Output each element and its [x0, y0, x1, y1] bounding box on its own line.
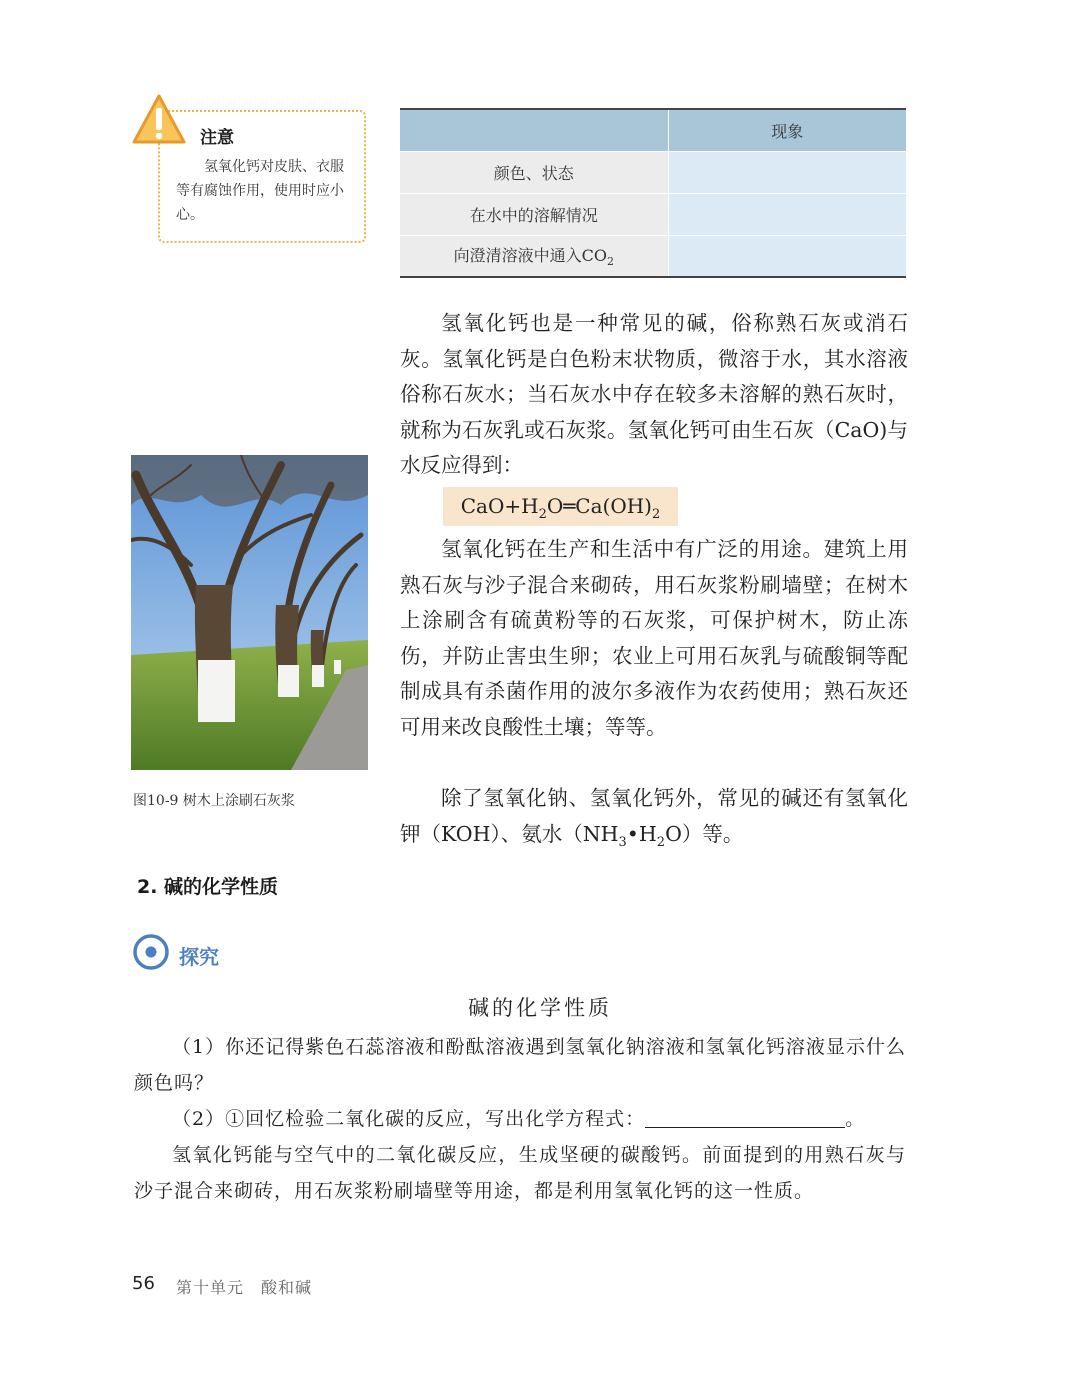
paragraph-calcium-hydroxide-intro: 氢氧化钙也是一种常见的碱，俗称熟石灰或消石灰。氢氧化钙是白色粉末状物质，微溶于水，其水溶液俗称石灰水；当石灰水中存在较多未溶解的熟石灰时，就称为石灰乳或石灰浆。氢氧化钙可由生石灰（CaO)与水反应得到：	[400, 311, 908, 477]
table-header-row	[400, 109, 906, 151]
section-heading: 2. 碱的化学性质	[137, 876, 279, 898]
chemical-equation: $CaO+H_2O═Ca(OH)_2$	[443, 487, 678, 526]
answer-blank[interactable]	[645, 1107, 845, 1128]
paragraph-other-bases: 除了氢氧化钠、氢氧化钙外，常见的碱还有氢氧化钾（KOH）、氨水$(NH_3•H_2O)$等。	[400, 786, 908, 850]
caution-title: 注意	[200, 128, 234, 148]
explore-question-1: （1）你还记得紫色石蕊溶液和酚酞溶液遇到氢氧化钠溶液和氢氧化钙溶液显示什么颜色吗？	[134, 1036, 906, 1094]
table-row	[400, 193, 906, 235]
explore-title: 碱的化学性质	[468, 996, 612, 1020]
table-row-value	[668, 151, 906, 193]
page-number: 56	[132, 1273, 155, 1294]
table-row-label: 向澄清溶液中通入$CO_2$	[400, 235, 668, 277]
table-row-value	[668, 193, 906, 235]
explore-target-icon	[132, 933, 170, 971]
table-header-cell: 现象	[668, 109, 906, 151]
table-row-value	[668, 235, 906, 277]
explore-question-2: （2）①回忆检验二氧化碳的反应，写出化学方程式： 。	[172, 1108, 866, 1130]
observation-table	[400, 108, 906, 278]
warning-icon	[130, 92, 188, 148]
explore-note: 氢氧化钙能与空气中的二氧化碳反应，生成坚硬的碳酸钙。前面提到的用熟石灰与沙子混合来砌砖，用石灰浆粉刷墙壁等用途，都是利用氢氧化钙的这一性质。	[134, 1144, 906, 1202]
tree-photo	[131, 455, 368, 770]
footer-unit: 第十单元	[176, 1278, 245, 1297]
table-row	[400, 235, 906, 277]
caution-text: 氢氧化钙对皮肤、衣服等有腐蚀作用，使用时应小心。	[176, 159, 344, 223]
footer-topic: 酸和碱	[261, 1278, 313, 1297]
table-header-cell	[400, 109, 668, 151]
figure-caption: 图10-9 树木上涂刷石灰浆	[133, 793, 295, 809]
table-row	[400, 151, 906, 193]
table-row-label: 在水中的溶解情况	[400, 193, 668, 235]
paragraph-uses: 氢氧化钙在生产和生活中有广泛的用途。建筑上用熟石灰与沙子混合来砌砖，用石灰浆粉刷墙壁；在树木上涂刷含有硫黄粉等的石灰浆，可保护树木，防止冻伤，并防止害虫生卵；农业上可用石灰乳与硫酸铜等配制成具有杀菌作用的波尔多液作为农药使用；熟石灰还可用来改良酸性土壤；等等。	[400, 537, 908, 739]
table-row-label: 颜色、状态	[400, 151, 668, 193]
explore-label: 探究	[179, 945, 219, 969]
